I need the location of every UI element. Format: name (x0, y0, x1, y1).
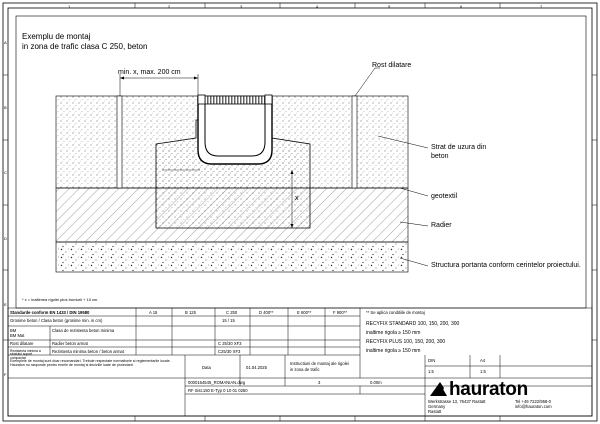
drawing-number: 0000164545_ROMANIAN.dwg (188, 380, 246, 385)
class-a15: A 15 (149, 310, 158, 315)
zone-col-5: 5 (388, 4, 391, 9)
dimension-label: min. x, max. 200 cm (118, 69, 181, 76)
radier-label: Radier (431, 222, 452, 229)
page-number: 3 (318, 380, 321, 385)
row-label-0: Grosime beton / Clasa beton (grosime min. in cm) (10, 318, 103, 323)
sheet-value: 1:5 (480, 369, 486, 374)
ref-code: RF Sist.150 E-Typ 0 10 01 0250 (188, 388, 248, 393)
telephone: Tel +49 7222/958-0 (515, 399, 551, 404)
structure-layer (56, 242, 408, 272)
row-value-0: 15 / 15 (222, 318, 235, 323)
note-right: ** Se aplica conditiile de montaj (366, 310, 425, 315)
zone-row-c: C (4, 170, 7, 175)
row-label-2: Radier beton armat (52, 341, 88, 346)
zone-row-e: E (4, 302, 7, 307)
address-1: Werkstrasse 13, 76437 Rastatt (428, 399, 486, 404)
row-value-3: C25/30 XF3 (218, 349, 241, 354)
zone-row-d: D (4, 236, 7, 241)
class-c250: C 250 (226, 310, 238, 315)
row-label-3: Rezistenta minima beton / beton armat (52, 349, 124, 354)
class-b125: B 125 (185, 310, 196, 315)
class-e600: E 600** (297, 310, 312, 315)
email: info@hauraton.com (515, 404, 552, 409)
wear-layer-label-2: beton (431, 153, 449, 160)
zone-col-3: 3 (240, 4, 243, 9)
date-label: Data (202, 365, 211, 370)
row-value-2: C 25/30 XF3 (218, 341, 242, 346)
wear-layer-label-1: Strat de uzura din (431, 144, 487, 151)
class-d400: D 400** (259, 310, 274, 315)
bm-label: BM (10, 328, 17, 333)
row-label-1: Clasa de rezistenta beton minima (52, 328, 115, 333)
drawing-title: Exemplu de montaj (22, 32, 91, 41)
product-2: RECYFIX PLUS 100, 150, 200, 300 (366, 339, 446, 345)
bm-sub: BM Mat (10, 333, 25, 338)
x-dimension-label: x (295, 195, 299, 202)
product-1-sub: inaltime rigola ≥ 150 mm (366, 330, 421, 336)
drawing-subtitle: in zona de trafic clasa C 250, beton (22, 42, 148, 51)
class-f900: F 900** (333, 310, 347, 315)
scale-value: 0.00m (370, 380, 382, 385)
fill-label-2: Rezistenta minima a stratului suport compactat (10, 349, 41, 360)
geotextil-label: geotextil (431, 193, 458, 200)
structure-label: Structura portanta conform cerintelor proiectului. (431, 262, 581, 269)
product-2-sub: inaltime rigola ≥ 150 mm (366, 348, 421, 354)
product-1: RECYFIX STANDARD 100, 150, 200, 300 (366, 321, 460, 327)
expansion-joint-left (117, 96, 122, 188)
rost-label: Rost dilatare (372, 62, 412, 69)
grate (205, 96, 265, 104)
fill-label-1: Rost dilatare (10, 341, 34, 346)
zone-row-b: B (4, 105, 7, 110)
zone-col-7: 7 (540, 4, 543, 9)
hauraton-logo-icon (430, 382, 447, 396)
drawing-info-1: Instructiuni de montaj ale rigolei (290, 361, 349, 366)
format-value: A4 (480, 358, 486, 363)
zone-col-2: 2 (168, 4, 171, 9)
sheet-label: DIN (428, 358, 436, 363)
address-3: Rastatt (428, 409, 442, 414)
drawing-info-2: in zona de trafic (290, 367, 320, 372)
expansion-joint-right (352, 96, 357, 188)
revision-label: 1:5 (428, 369, 434, 374)
std-header: Standarde conform EN 1433 / DIN 19580 (10, 310, 90, 315)
zone-col-6: 6 (460, 4, 463, 9)
footnote: * x = inaltimea rigolei plus bordurii + 10 cm (22, 297, 98, 302)
zone-col-4: 4 (316, 4, 319, 9)
hauraton-logo-text: hauraton (449, 379, 528, 400)
date-value: 01.04.2025 (246, 365, 267, 370)
legal-text: Exemplele de montaj sunt doar recomandari. Trebuie respectate normativele si reglementarile locale. Hauraton nu raspunde pentru erorile de montaj si deciziile luate de proiectant. (10, 359, 171, 368)
zone-row-a: A (4, 40, 7, 45)
zone-row-f: F (4, 372, 7, 377)
address-2: Germany (428, 404, 446, 409)
zone-col-1: 1 (68, 4, 71, 9)
